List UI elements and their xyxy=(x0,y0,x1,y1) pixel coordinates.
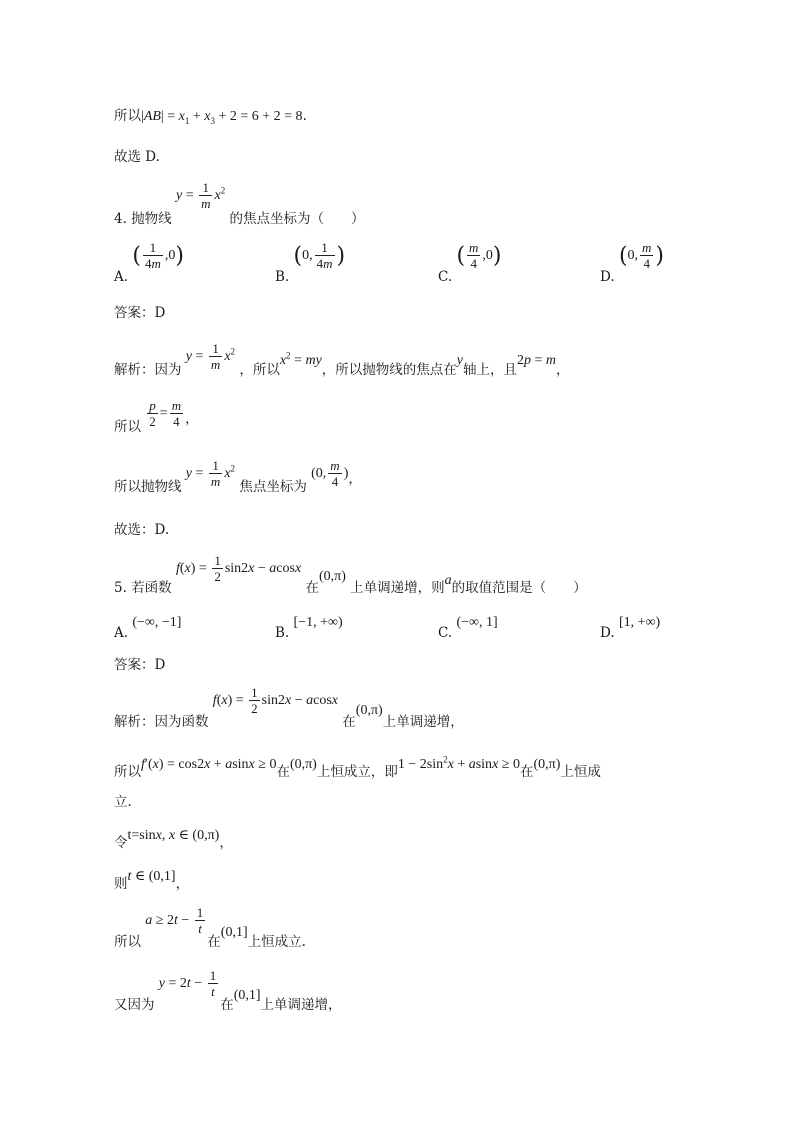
q5-option-c xyxy=(438,614,498,641)
text: 焦点坐标为 xyxy=(239,478,307,495)
text: 所以 xyxy=(114,418,141,435)
text: 上恒成 xyxy=(560,764,601,780)
math-option-d: (0, $\frac{m}{4}$ ) xyxy=(618,240,665,271)
text: ， xyxy=(219,835,233,851)
q5-solution-6 xyxy=(114,968,342,1013)
q5-solution-2b: 立. xyxy=(114,794,132,810)
text: 轴上，且 xyxy=(463,361,517,378)
math-y: y xyxy=(456,352,463,368)
option-label: C. xyxy=(438,625,453,641)
question-4 xyxy=(114,180,365,227)
math-inequality: $1 - 2\sin^2x + asinx \ge 0$ xyxy=(397,754,520,772)
q5-option-d xyxy=(600,614,661,641)
q4-solution-3 xyxy=(114,458,362,495)
math-a-bound: a ≥ 2t − $\frac{1}{t}$ xyxy=(145,905,204,936)
q4-solution-2 xyxy=(114,398,199,435)
option-label: A. xyxy=(114,625,129,641)
math-y-function: y = 2t − $\frac{1}{t}$ xyxy=(158,968,217,999)
q4-option-d xyxy=(600,240,665,285)
text: 上单调递增， xyxy=(260,996,342,1013)
text-prefix: 所以 xyxy=(114,108,141,124)
q4-solution-1 xyxy=(114,341,570,378)
q5-option-b xyxy=(275,614,343,641)
math-derivative: f′(x) = cos2x + asinx ≥ 0 xyxy=(141,757,277,772)
text: ， xyxy=(185,410,199,427)
q4-answer: 答案：D xyxy=(114,305,166,321)
q5-solution-1 xyxy=(114,685,464,730)
math-option-c: ( $\frac{m}{4}$ ,0) xyxy=(456,240,502,271)
math-x2-my: $x^2$ = my xyxy=(279,350,322,368)
text: 在 xyxy=(207,933,221,950)
text: 所以 xyxy=(114,764,141,780)
math-option: [1, +∞) xyxy=(618,615,661,630)
option-label: B. xyxy=(275,625,290,641)
q5-solution-3 xyxy=(114,823,233,851)
text: 解析：因为函数 xyxy=(114,713,209,730)
math-parabola: y = $\frac{1}{m}$ $x^2$ xyxy=(175,180,226,211)
text-suffix: . xyxy=(302,108,307,124)
text: 上单调递增，则 xyxy=(350,579,445,596)
text: 则 xyxy=(114,876,128,892)
math-2p-m: 2p = m xyxy=(517,352,557,368)
line-ab-length xyxy=(114,104,307,126)
option-label: A. xyxy=(114,268,129,285)
math-option: (−∞, −1] xyxy=(132,615,182,630)
text: 上单调递增， xyxy=(382,713,464,730)
text: ，所以 xyxy=(239,361,280,378)
math-t-range: t ∈ (0,1] xyxy=(127,869,176,884)
option-label: B. xyxy=(275,268,290,285)
q5-solution-2 xyxy=(114,752,601,780)
text: 上恒成立，即 xyxy=(316,764,398,780)
text: 在 xyxy=(342,713,356,730)
text: 上恒成立. xyxy=(247,933,306,950)
math-interval: (0,1] xyxy=(220,924,248,940)
option-label: D. xyxy=(600,625,615,641)
q5-answer: 答案：D xyxy=(114,657,166,673)
text: 在 xyxy=(276,764,290,780)
text: 的取值范围是（ ） xyxy=(451,579,587,596)
math-option: [−1, +∞) xyxy=(293,615,343,630)
math-a: a xyxy=(444,572,452,588)
math-interval: (0,1] xyxy=(233,987,261,1003)
math-function: f(x) = $\frac{1}{2}$ sin2x − acosx xyxy=(212,685,338,716)
q4-suffix: 的焦点坐标为（ ） xyxy=(229,210,365,227)
text: 在 xyxy=(305,579,319,596)
text: ， xyxy=(556,361,570,378)
text: 所以 xyxy=(114,933,141,950)
math-focus: (0, $\frac{m}{4}$ ) xyxy=(311,458,349,489)
q5-option-a xyxy=(114,614,182,641)
math-interval: (0,π) xyxy=(318,568,346,584)
text: ，所以抛物线的焦点在 xyxy=(321,361,457,378)
q5-solution-4 xyxy=(114,864,190,892)
math-parabola: y = $\frac{1}{m}$ $x^2$ xyxy=(185,341,236,372)
q4-prefix: 4. 抛物线 xyxy=(114,210,172,227)
math-option-a: ( $\frac{1}{4m}$ ,0) xyxy=(132,240,184,271)
math-interval: (0,π) xyxy=(533,757,561,772)
q4-solution-4: 故选：D. xyxy=(114,522,170,538)
math-option: (−∞, 1] xyxy=(456,615,498,630)
q4-option-c xyxy=(438,240,502,285)
math-substitution: t=sinx, x ∈ (0,π) xyxy=(127,828,220,843)
text: 又因为 xyxy=(114,996,155,1013)
math-interval: (0,π) xyxy=(289,757,317,772)
text: ， xyxy=(348,470,362,487)
question-5 xyxy=(114,553,587,596)
math-function: f(x) = $\frac{1}{2}$ sin2x − acosx xyxy=(175,553,302,584)
math-option-b: (0, $\frac{1}{4m}$ ) xyxy=(293,240,346,271)
q5-prefix: 5. 若函数 xyxy=(114,579,172,596)
math-parabola: y = $\frac{1}{m}$ $x^2$ xyxy=(185,458,236,489)
text: 解析：因为 xyxy=(114,361,182,378)
text: ， xyxy=(175,876,190,892)
q4-option-b xyxy=(275,240,346,285)
text: 在 xyxy=(220,996,234,1013)
q5-solution-5 xyxy=(114,905,306,950)
math-interval: (0,π) xyxy=(355,702,383,718)
text: 在 xyxy=(519,764,534,780)
math-ab-length: $|AB| = x_1 + x_3 + 2 = 6 + 2 = 8$ xyxy=(141,109,303,126)
q4-option-a xyxy=(114,240,184,285)
option-label: C. xyxy=(438,268,453,285)
line-choose-d: 故选 D. xyxy=(114,149,160,165)
text: 令 xyxy=(114,835,128,851)
math-p-over-2: $\frac{p}{2}$ = $\frac{m}{4}$ xyxy=(149,398,182,429)
option-label: D. xyxy=(600,268,615,285)
text: 所以抛物线 xyxy=(114,478,182,495)
